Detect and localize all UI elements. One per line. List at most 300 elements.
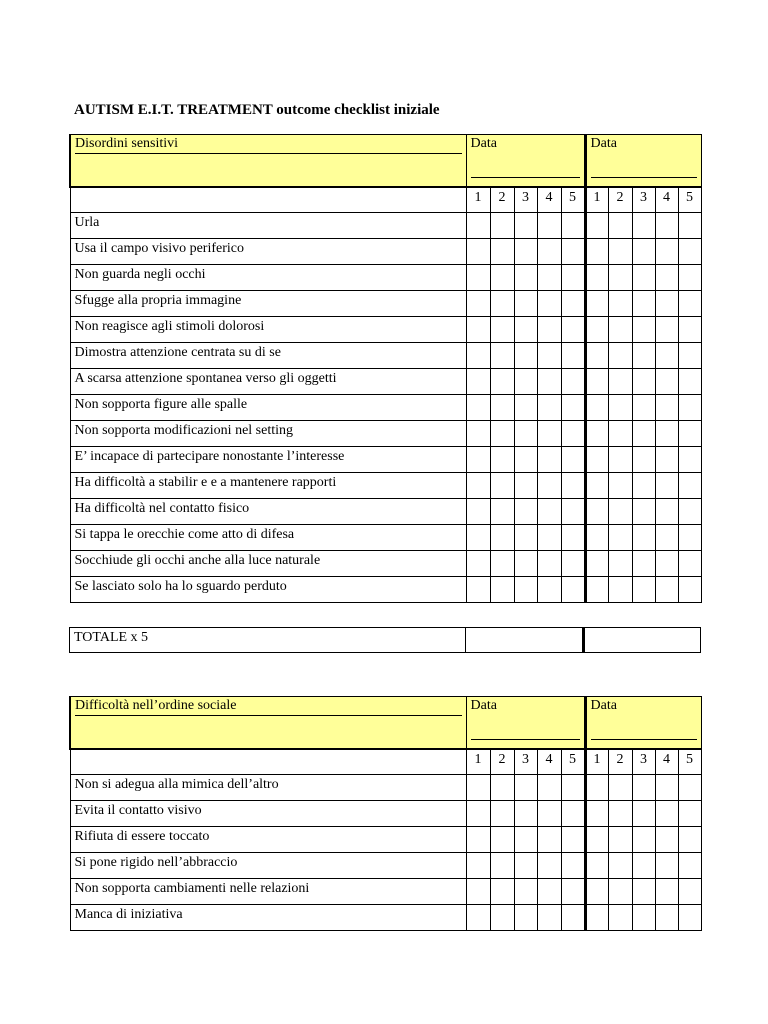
date-input-line[interactable] [591,177,697,178]
score-cell[interactable] [678,265,701,291]
date-column-1 [466,135,585,188]
score-cell[interactable] [655,213,678,239]
score-cell[interactable] [608,447,632,473]
score-cell[interactable] [490,213,514,239]
score-cell[interactable] [632,421,655,447]
score-cell[interactable] [466,905,490,931]
score-cell[interactable] [655,499,678,525]
score-cell[interactable] [608,499,632,525]
score-cell[interactable] [537,447,561,473]
score-cell[interactable] [678,801,701,827]
item-label: Manca di iniziativa [70,905,466,931]
score-cell[interactable] [466,291,490,317]
score-cell[interactable] [585,853,608,879]
score-cell[interactable] [678,499,701,525]
date-column-1 [466,697,585,750]
score-cell[interactable] [466,827,490,853]
checklist-table-social [69,696,702,931]
score-cell[interactable] [514,879,537,905]
date-label: Data [470,136,497,151]
item-label: Se lasciato solo ha lo sguardo perduto [70,577,466,603]
score-cell[interactable] [632,775,655,801]
score-number: 5 [561,749,585,775]
score-cell[interactable] [537,395,561,421]
checklist-row [70,801,701,827]
checklist-row [70,343,701,369]
score-cell[interactable] [466,801,490,827]
score-cell[interactable] [514,551,537,577]
score-cell[interactable] [632,265,655,291]
score-cell[interactable] [537,369,561,395]
score-cell[interactable] [655,317,678,343]
score-cell[interactable] [466,395,490,421]
checklist-row [70,265,701,291]
score-cell[interactable] [585,775,608,801]
item-label: Ha difficoltà nel contatto fisico [70,499,466,525]
score-cell[interactable] [678,525,701,551]
score-cell[interactable] [585,447,608,473]
category-cell [70,135,466,188]
score-cell[interactable] [490,905,514,931]
item-label: A scarsa attenzione spontanea verso gli oggetti [70,369,466,395]
item-label: Si tappa le orecchie come atto di difesa [70,525,466,551]
score-cell[interactable] [608,265,632,291]
score-cell[interactable] [608,879,632,905]
score-cell[interactable] [490,853,514,879]
score-cell[interactable] [608,801,632,827]
score-cell[interactable] [561,827,585,853]
checklist-row [70,905,701,931]
score-cell[interactable] [655,343,678,369]
score-cell[interactable] [537,775,561,801]
score-cell[interactable] [655,421,678,447]
score-cell[interactable] [632,801,655,827]
score-cell[interactable] [466,577,490,603]
score-cell[interactable] [678,213,701,239]
score-cell[interactable] [537,343,561,369]
checklist-row [70,879,701,905]
checklist-row [70,421,701,447]
item-label: Non sopporta cambiamenti nelle relazioni [70,879,466,905]
item-label: Usa il campo visivo periferico [70,239,466,265]
score-cell[interactable] [561,317,585,343]
score-number: 2 [608,187,632,213]
score-cell[interactable] [466,551,490,577]
score-cell[interactable] [678,577,701,603]
score-cell[interactable] [537,291,561,317]
score-cell[interactable] [514,265,537,291]
score-cell[interactable] [561,473,585,499]
score-cell[interactable] [514,369,537,395]
score-cell[interactable] [561,853,585,879]
score-cell[interactable] [608,317,632,343]
score-number: 1 [585,749,608,775]
date-group [471,135,580,186]
score-cell[interactable] [466,213,490,239]
score-cell[interactable] [585,801,608,827]
score-cell[interactable] [632,291,655,317]
score-number: 3 [632,187,655,213]
category-title: Disordini sensitivi [75,135,462,154]
score-cell[interactable] [585,291,608,317]
score-cell[interactable] [655,879,678,905]
score-cell[interactable] [678,551,701,577]
score-cell[interactable] [514,343,537,369]
score-cell[interactable] [514,499,537,525]
score-cell[interactable] [608,577,632,603]
score-cell[interactable] [678,291,701,317]
score-cell[interactable] [632,239,655,265]
score-cell[interactable] [678,239,701,265]
score-cell[interactable] [655,447,678,473]
score-cell[interactable] [632,473,655,499]
score-cell[interactable] [608,291,632,317]
score-cell[interactable] [632,447,655,473]
score-number: 1 [585,187,608,213]
score-cell[interactable] [466,775,490,801]
date-label: Data [470,698,497,713]
score-number: 4 [537,749,561,775]
checklist-row [70,853,701,879]
score-cell[interactable] [608,421,632,447]
item-label: Rifiuta di essere toccato [70,827,466,853]
score-cell[interactable] [608,343,632,369]
score-cell[interactable] [537,551,561,577]
score-cell[interactable] [466,317,490,343]
score-header-row [70,187,701,213]
score-cell[interactable] [585,905,608,931]
score-cell[interactable] [678,473,701,499]
item-label: Non sopporta figure alle spalle [70,395,466,421]
checklist-row [70,369,701,395]
score-cell[interactable] [537,239,561,265]
score-number: 3 [514,749,537,775]
item-label: Urla [70,213,466,239]
checklist-row [70,473,701,499]
score-number: 4 [537,187,561,213]
score-cell[interactable] [561,265,585,291]
score-cell[interactable] [655,801,678,827]
score-cell[interactable] [632,369,655,395]
score-cell[interactable] [537,473,561,499]
score-cell[interactable] [466,499,490,525]
score-number: 2 [490,187,514,213]
date-column-2 [585,697,701,750]
score-cell[interactable] [655,775,678,801]
score-cell[interactable] [655,577,678,603]
score-cell[interactable] [514,473,537,499]
item-label: Si pone rigido nell’abbraccio [70,853,466,879]
score-cell[interactable] [585,551,608,577]
score-cell[interactable] [490,343,514,369]
score-number: 4 [655,749,678,775]
score-cell[interactable] [585,369,608,395]
score-cell[interactable] [561,551,585,577]
score-cell[interactable] [608,827,632,853]
score-cell[interactable] [537,525,561,551]
score-cell[interactable] [537,577,561,603]
score-cell[interactable] [466,879,490,905]
score-cell[interactable] [678,369,701,395]
score-cell[interactable] [632,213,655,239]
item-label: Non reagisce agli stimoli dolorosi [70,317,466,343]
item-label: Dimostra attenzione centrata su di se [70,343,466,369]
score-cell[interactable] [514,421,537,447]
score-cell[interactable] [514,447,537,473]
score-cell[interactable] [632,317,655,343]
score-cell[interactable] [561,499,585,525]
score-cell[interactable] [608,551,632,577]
date-label: Data [590,136,617,151]
score-cell[interactable] [514,213,537,239]
score-cell[interactable] [585,421,608,447]
score-cell[interactable] [514,239,537,265]
total-cell-date-1[interactable] [466,628,584,653]
score-cell[interactable] [514,291,537,317]
score-cell[interactable] [490,265,514,291]
checklist-row [70,447,701,473]
item-label: Ha difficoltà a stabilir e e a mantenere rapporti [70,473,466,499]
checklist-table-sensory [69,134,702,603]
score-cell[interactable] [514,317,537,343]
score-cell[interactable] [514,577,537,603]
score-cell[interactable] [537,499,561,525]
date-label: Data [590,698,617,713]
category-cell [70,697,466,750]
score-cell[interactable] [585,265,608,291]
score-number: 3 [514,187,537,213]
score-cell[interactable] [678,317,701,343]
score-cell[interactable] [561,291,585,317]
score-cell[interactable] [466,447,490,473]
item-label: Non guarda negli occhi [70,265,466,291]
score-cell[interactable] [466,421,490,447]
score-cell[interactable] [678,447,701,473]
score-cell[interactable] [608,239,632,265]
section-header [70,697,701,750]
score-cell[interactable] [537,827,561,853]
item-label: Socchiude gli occhi anche alla luce naturale [70,551,466,577]
score-cell[interactable] [678,853,701,879]
score-cell[interactable] [655,291,678,317]
score-cell[interactable] [561,369,585,395]
score-cell[interactable] [632,525,655,551]
score-cell[interactable] [490,239,514,265]
score-cell[interactable] [561,801,585,827]
checklist-row [70,525,701,551]
score-cell[interactable] [561,343,585,369]
score-number: 4 [655,187,678,213]
score-cell[interactable] [608,213,632,239]
score-cell[interactable] [561,879,585,905]
score-number: 3 [632,749,655,775]
checklist-row [70,317,701,343]
date-input-line[interactable] [471,739,580,740]
score-cell[interactable] [608,525,632,551]
score-cell[interactable] [632,343,655,369]
total-table [69,627,701,653]
score-number: 1 [466,187,490,213]
score-cell[interactable] [514,395,537,421]
checklist-row [70,239,701,265]
score-cell[interactable] [490,317,514,343]
score-cell[interactable] [537,265,561,291]
date-column-2 [585,135,701,188]
score-cell[interactable] [537,853,561,879]
score-cell[interactable] [537,421,561,447]
score-cell[interactable] [678,879,701,905]
score-cell[interactable] [585,499,608,525]
score-cell[interactable] [678,343,701,369]
item-label: Non si adegua alla mimica dell’altro [70,775,466,801]
score-cell[interactable] [466,265,490,291]
score-cell[interactable] [678,395,701,421]
item-label: E’ incapace di partecipare nonostante l’interesse [70,447,466,473]
section-header [70,135,701,188]
score-cell[interactable] [490,395,514,421]
score-cell[interactable] [608,473,632,499]
score-cell[interactable] [655,265,678,291]
score-cell[interactable] [585,213,608,239]
score-cell[interactable] [678,905,701,931]
score-number: 5 [678,187,701,213]
score-cell[interactable] [585,239,608,265]
score-cell[interactable] [537,317,561,343]
checklist-row [70,551,701,577]
score-cell[interactable] [655,827,678,853]
score-cell[interactable] [490,879,514,905]
score-cell[interactable] [537,879,561,905]
checklist-row [70,775,701,801]
score-cell[interactable] [632,853,655,879]
score-cell[interactable] [490,291,514,317]
score-cell[interactable] [608,853,632,879]
total-label: TOTALE x 5 [70,628,466,653]
date-input-line[interactable] [591,739,697,740]
score-cell[interactable] [514,905,537,931]
score-cell[interactable] [655,473,678,499]
score-cell[interactable] [490,369,514,395]
item-label: Sfugge alla propria immagine [70,291,466,317]
score-cell[interactable] [561,525,585,551]
score-cell[interactable] [632,499,655,525]
score-cell[interactable] [678,775,701,801]
score-cell[interactable] [608,775,632,801]
score-cell[interactable] [561,421,585,447]
score-cell[interactable] [490,525,514,551]
score-cell[interactable] [632,577,655,603]
score-cell[interactable] [655,551,678,577]
score-cell[interactable] [632,827,655,853]
document-title: AUTISM E.I.T. TREATMENT outcome checklist iniziale [74,102,440,118]
total-cell-date-2[interactable] [584,628,701,653]
score-cell[interactable] [490,827,514,853]
score-cell[interactable] [490,421,514,447]
score-cell[interactable] [655,905,678,931]
score-cell[interactable] [537,213,561,239]
score-cell[interactable] [678,827,701,853]
score-cell[interactable] [490,801,514,827]
score-cell[interactable] [561,239,585,265]
score-cell[interactable] [514,801,537,827]
score-cell[interactable] [585,827,608,853]
score-cell[interactable] [585,395,608,421]
score-cell[interactable] [678,421,701,447]
score-cell[interactable] [490,473,514,499]
score-number: 2 [490,749,514,775]
checklist-row [70,827,701,853]
score-cell[interactable] [561,577,585,603]
score-number: 5 [561,187,585,213]
checklist-row [70,395,701,421]
score-cell[interactable] [585,879,608,905]
score-number: 5 [678,749,701,775]
checklist-row [70,499,701,525]
score-cell[interactable] [466,343,490,369]
score-cell[interactable] [655,853,678,879]
score-cell[interactable] [585,317,608,343]
score-cell[interactable] [585,473,608,499]
score-cell[interactable] [561,775,585,801]
score-cell[interactable] [490,447,514,473]
score-cell[interactable] [490,775,514,801]
score-cell[interactable] [585,343,608,369]
item-label: Evita il contatto visivo [70,801,466,827]
checklist-row [70,213,701,239]
score-cell[interactable] [466,369,490,395]
score-cell[interactable] [608,905,632,931]
score-cell[interactable] [608,369,632,395]
blank-cell [70,187,466,213]
score-cell[interactable] [655,239,678,265]
score-cell[interactable] [585,577,608,603]
checklist-row [70,577,701,603]
score-cell[interactable] [632,905,655,931]
score-cell[interactable] [514,525,537,551]
score-cell[interactable] [490,499,514,525]
score-cell[interactable] [514,853,537,879]
date-input-line[interactable] [471,177,580,178]
score-cell[interactable] [632,395,655,421]
score-cell[interactable] [490,551,514,577]
score-cell[interactable] [514,827,537,853]
score-cell[interactable] [466,525,490,551]
score-cell[interactable] [655,395,678,421]
score-cell[interactable] [466,473,490,499]
score-cell[interactable] [537,905,561,931]
score-cell[interactable] [655,525,678,551]
score-cell[interactable] [561,395,585,421]
score-number: 2 [608,749,632,775]
score-cell[interactable] [537,801,561,827]
score-cell[interactable] [632,551,655,577]
date-group [471,697,580,748]
date-group [591,135,697,186]
score-cell[interactable] [632,879,655,905]
score-cell[interactable] [490,577,514,603]
score-cell[interactable] [466,239,490,265]
score-cell[interactable] [514,775,537,801]
score-cell[interactable] [655,369,678,395]
score-cell[interactable] [585,525,608,551]
checklist-row [70,291,701,317]
score-cell[interactable] [561,213,585,239]
category-title: Difficoltà nell’ordine sociale [75,697,462,716]
score-cell[interactable] [561,447,585,473]
score-cell[interactable] [466,853,490,879]
score-cell[interactable] [608,395,632,421]
score-cell[interactable] [561,905,585,931]
